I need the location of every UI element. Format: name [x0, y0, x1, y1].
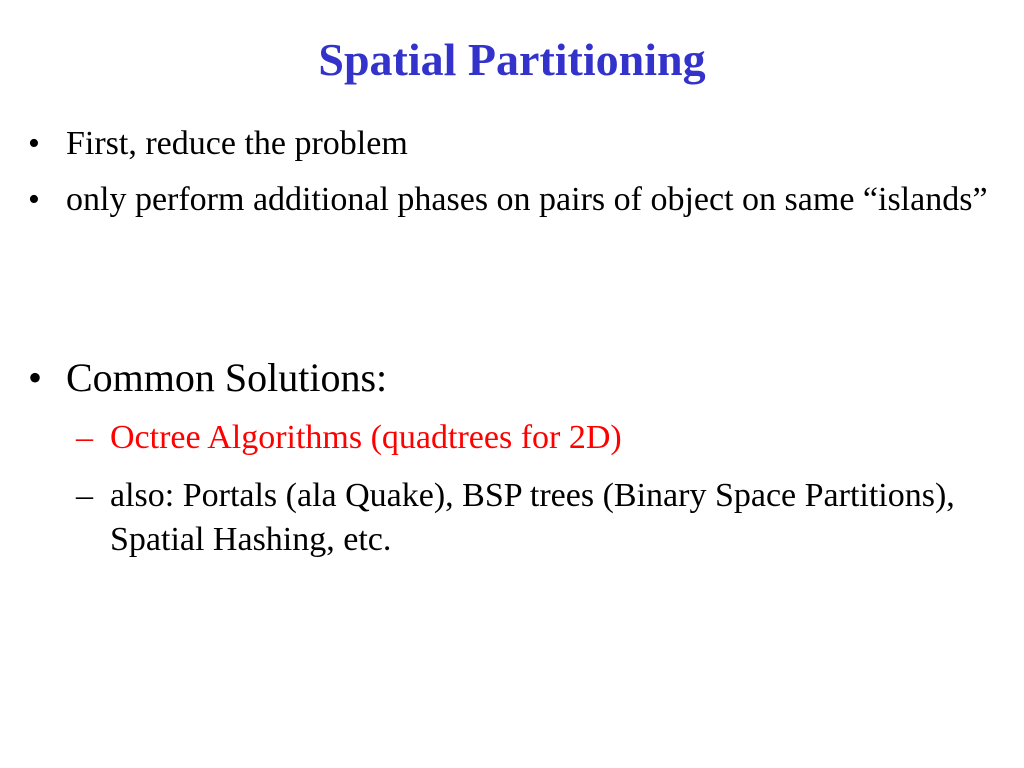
bullet-marker: • [28, 355, 43, 400]
bullet-text: only perform additional phases on pairs of object on same “islands” [66, 181, 988, 218]
sub-bullet-marker: – [76, 477, 93, 514]
bullet-item-common-solutions [28, 352, 1008, 404]
sub-bullet-other-solutions [76, 474, 976, 562]
bullet-text: Common Solutions: [66, 355, 388, 400]
sub-bullet-marker: – [76, 419, 93, 456]
bullet-item-reduce-problem [28, 122, 1008, 166]
sub-bullet-text: also: Portals (ala Quake), BSP trees (Binary Space Partitions), Spatial Hashing, etc. [110, 477, 955, 558]
bullet-item-additional-phases [28, 178, 1008, 222]
sub-bullet-text: Octree Algorithms (quadtrees for 2D) [110, 419, 622, 456]
slide-title: Spatial Partitioning [318, 34, 706, 85]
sub-bullet-octree [76, 416, 976, 460]
bullet-text: First, reduce the problem [66, 125, 408, 162]
bullet-marker: • [28, 181, 40, 218]
bullet-marker: • [28, 125, 40, 162]
